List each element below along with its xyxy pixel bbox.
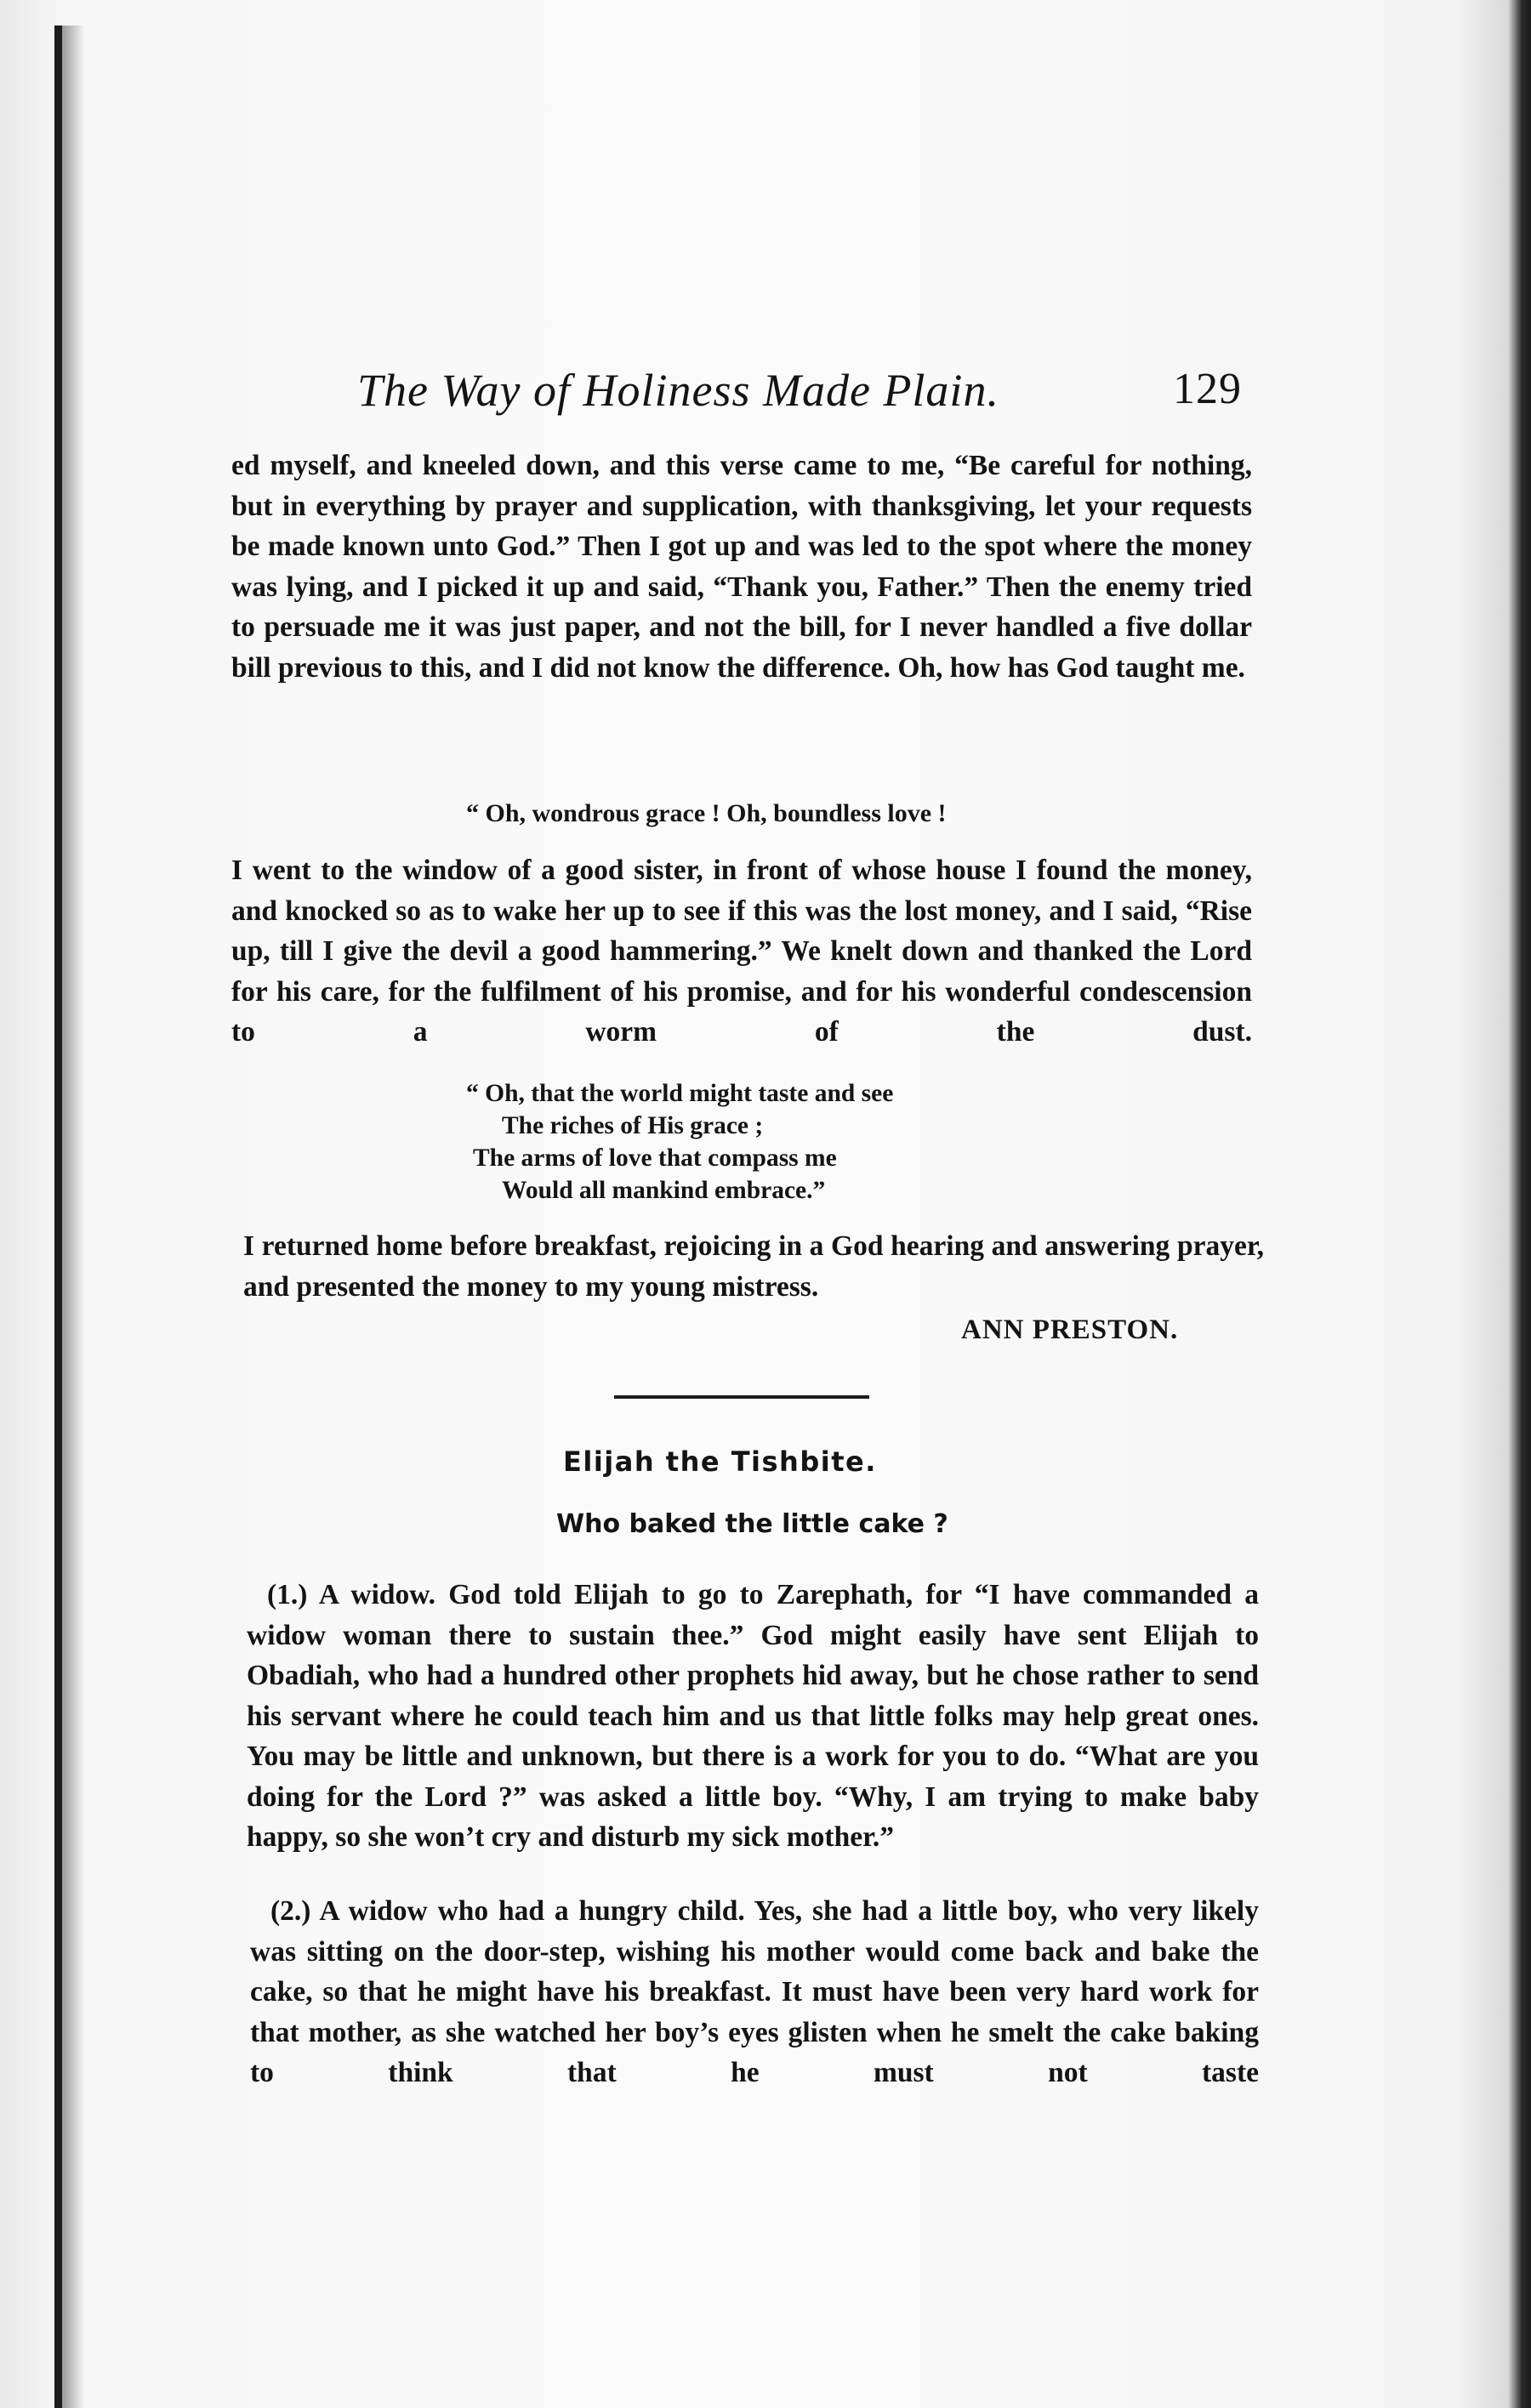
- binding-edge: [54, 26, 62, 2408]
- body-paragraph-3: I returned home before breakfast, rejoicing in a God hearing and answering prayer, and presented the money to my young mistress.: [243, 1230, 1264, 1303]
- verse-line-4: Would all mankind embrace.”: [502, 1177, 826, 1204]
- page-number: 129: [1173, 365, 1242, 413]
- verse-line-1: “ Oh, that the world might taste and see: [466, 1080, 894, 1107]
- running-title: The Way of Holiness Made Plain.: [357, 365, 999, 416]
- body-paragraph-1: ed myself, and kneeled down, and this verse came to me, “Be careful for nothing, but in everything by prayer and supplication, with thanksgiving, let your requests be made known unto God.” Then I got up and was led to the spot where the money was lying, and I picked it up and said, “Thank you, Father.” Then the enemy tried to persuade me it was just paper, and not the bill, for I never handled a five dollar bill previous to this, and I did not know the difference. Oh, how has God taught me.: [231, 450, 1252, 684]
- section-subtitle: Who baked the little cake ?: [556, 1509, 948, 1539]
- verse-block: [466, 1077, 893, 1207]
- binding-shadow: [62, 26, 84, 2408]
- verse-line-2: The riches of His grace ;: [502, 1112, 764, 1139]
- page-header: [357, 364, 1242, 432]
- quote-line: “ Oh, wondrous grace ! Oh, boundless love !: [466, 799, 947, 827]
- section-title: Elijah the Tishbite.: [563, 1445, 877, 1478]
- body-paragraph-2: I went to the window of a good sister, in front of whose house I found the money, and knocked so as to wake her up to see if this was the lost money, and I said, “Rise up, till I give the devil a good hammering.” We knelt down and thanked the Lord for his care, for the fulfilment of his promise, and for his wonderful condescension to a worm of the dust.: [231, 855, 1252, 1048]
- author-signature: ANN PRESTON.: [961, 1315, 1179, 1345]
- section-paragraph-1: (1.) A widow. God told Elijah to go to Zarephath, for “I have commanded a widow woman there to sustain thee.” God might easily have sent Elijah to Obadiah, who had a hundred other prophets hid away, but he chose rather to send his servant where he could teach him and us that little folks may help great ones. You may be little and unknown, but there is a work for you to do. “What are you doing for the Lord ?” was asked a little boy. “Why, I am trying to make baby happy, so she won’t cry and disturb my sick mother.”: [247, 1579, 1259, 1853]
- section-divider: [614, 1395, 869, 1399]
- verse-line-3: The arms of love that compass me: [473, 1144, 837, 1172]
- section-paragraph-2: (2.) A widow who had a hungry child. Yes, she had a little boy, who very likely was sitting on the door-step, wishing his mother would come back and bake the cake, so that he might have his breakfast. It must have been very hard work for that mother, as she watched her boy’s eyes glisten when he smelt the cake baking to think that he must not taste: [250, 1895, 1259, 2088]
